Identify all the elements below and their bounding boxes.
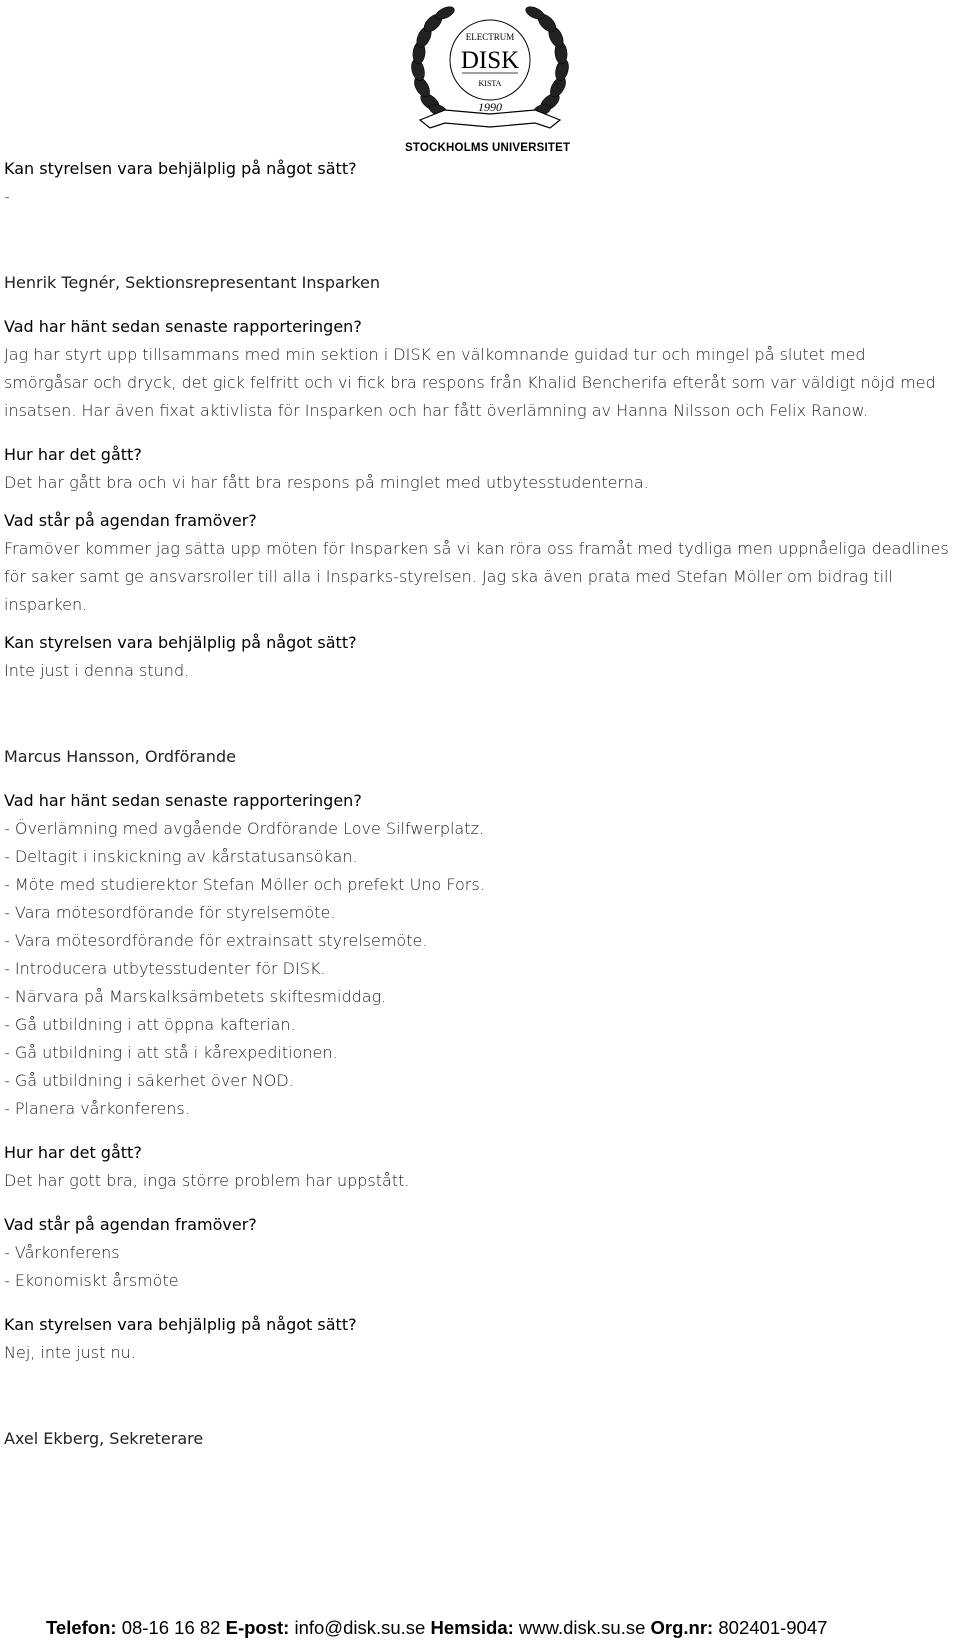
- list-item: - Vara mötesordförande för extrainsatt styrelsemöte.: [4, 931, 428, 950]
- question-how: Hur har det gått?: [4, 1143, 142, 1162]
- list-item: - Gå utbildning i säkerhet över NOD.: [4, 1071, 294, 1090]
- answer-how: Det har gått bra och vi har fått bra respons på minglet med utbytesstudenterna.: [4, 473, 649, 492]
- answer-help: Inte just i denna stund.: [4, 661, 190, 680]
- list-item: - Gå utbildning i att stå i kårexpeditionen.: [4, 1043, 338, 1062]
- list-item: - Gå utbildning i att öppna kafterian.: [4, 1015, 296, 1034]
- svg-text:ELECTRUM: ELECTRUM: [465, 32, 515, 42]
- list-item: - Planera vårkonferens.: [4, 1099, 190, 1118]
- list-item: - Möte med studierektor Stefan Möller och prefekt Uno Fors.: [4, 875, 485, 894]
- signature: Axel Ekberg, Sekreterare: [4, 1429, 204, 1448]
- answer-agenda: Framöver kommer jag sätta upp möten för Insparken så vi kan röra oss framåt med tydliga men uppnåeliga deadlines för saker samt ge ansvarsroller till alla i Insparks-styrelsen. Jag ska även prata med Stefan Möller om bidrag till insparken.: [4, 539, 949, 614]
- question-since: Vad har hänt sedan senaste rapporteringen?: [4, 317, 362, 336]
- contact-footer: [46, 1617, 946, 1639]
- report-body: [4, 155, 954, 1453]
- list-item: - Introducera utbytesstudenter för DISK.: [4, 959, 326, 978]
- email-value: info@disk.su.se: [294, 1617, 426, 1638]
- org-value: 802401-9047: [718, 1617, 828, 1638]
- list-item: - Vårkonferens: [4, 1243, 120, 1262]
- question-help: Kan styrelsen vara behjälplig på något sätt?: [4, 633, 357, 652]
- list-item: - Deltagit i inskickning av kårstatusansökan.: [4, 847, 358, 866]
- list-item: - Vara mötesordförande för styrelsemöte.: [4, 903, 336, 922]
- svg-text:KISTA: KISTA: [478, 79, 502, 88]
- question-how: Hur har det gått?: [4, 445, 142, 464]
- list-item: - Överlämning med avgående Ordförande Love Silfwerplatz.: [4, 819, 484, 838]
- question-help: Kan styrelsen vara behjälplig på något sätt?: [4, 159, 357, 178]
- section-marcus: [4, 743, 954, 1367]
- answer-how: Det har gott bra, inga större problem har uppstått.: [4, 1171, 410, 1190]
- svg-text:DISK: DISK: [460, 47, 520, 74]
- phone-label: Telefon:: [46, 1617, 117, 1638]
- website-value: www.disk.su.se: [518, 1617, 646, 1638]
- answer-help: Nej, inte just nu.: [4, 1343, 136, 1362]
- section-previous: [4, 155, 954, 211]
- svg-text:1990: 1990: [478, 100, 502, 114]
- signature: Marcus Hansson, Ordförande: [4, 747, 236, 766]
- question-since: Vad har hänt sedan senaste rapporteringen?: [4, 791, 362, 810]
- university-name: STOCKHOLMS UNIVERSITET: [405, 142, 571, 154]
- answer-help: -: [4, 187, 10, 206]
- section-henrik: [4, 269, 954, 685]
- list-item: - Närvara på Marskalksämbetets skiftesmiddag.: [4, 987, 387, 1006]
- phone-value: 08-16 16 82: [121, 1617, 221, 1638]
- question-agenda: Vad står på agendan framöver?: [4, 1215, 257, 1234]
- question-agenda: Vad står på agendan framöver?: [4, 511, 257, 530]
- signature: Henrik Tegnér, Sektionsrepresentant Insparken: [4, 273, 381, 292]
- website-label: Hemsida:: [430, 1617, 514, 1638]
- disk-laurel-seal-icon: [400, 2, 580, 142]
- list-item: - Ekonomiskt årsmöte: [4, 1271, 179, 1290]
- question-help: Kan styrelsen vara behjälplig på något sätt?: [4, 1315, 357, 1334]
- org-label: Org.nr:: [650, 1617, 714, 1638]
- section-axel: [4, 1425, 954, 1453]
- disk-logo: [400, 2, 580, 160]
- answer-since: Jag har styrt upp tillsammans med min sektion i DISK en välkomnande guidad tur och mingel på slutet med smörgåsar och dryck, det gick felfritt och vi fick bra respons från Khalid Bencherifa efteråt som var väldigt nöjd med insatsen. Har även fixat aktivlista för Insparken och har fått överlämning av Hanna Nilsson och Felix Ranow.: [4, 345, 936, 420]
- email-label: E-post:: [225, 1617, 290, 1638]
